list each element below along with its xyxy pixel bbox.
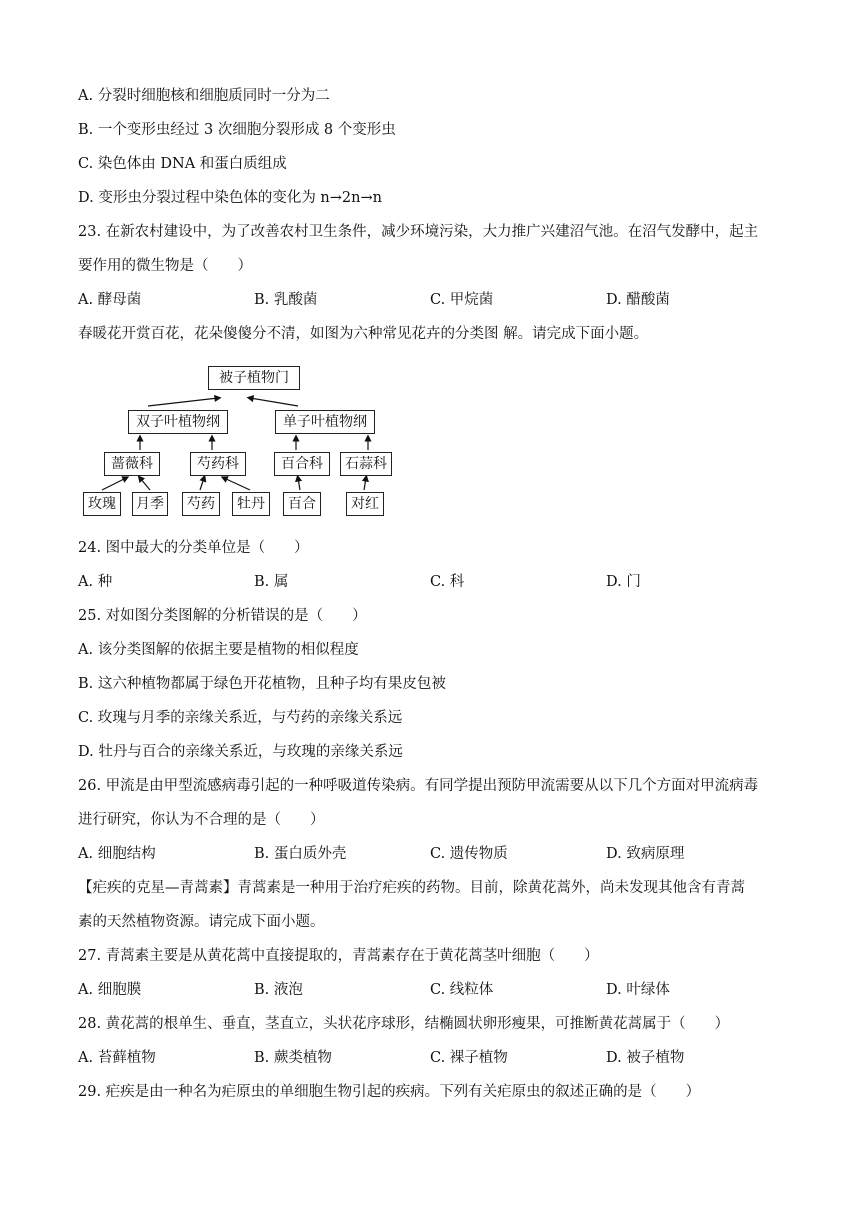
q24-option-a: A. 种 <box>78 574 113 590</box>
q28-option-a: A. 苔藓植物 <box>78 1050 156 1066</box>
q25-option-a: A. 该分类图解的依据主要是植物的相似程度 <box>78 642 359 658</box>
q24-option-d: D. 门 <box>606 574 641 590</box>
q25-option-c: C. 玫瑰与月季的亲缘关系近，与芍药的亲缘关系远 <box>78 710 403 726</box>
flowers-intro: 春暖花开赏百花，花朵傻傻分不清，如图为六种常见花卉的分类图 解。请完成下面小题。 <box>78 326 649 342</box>
node-class-monocot: 单子叶植物纲 <box>275 410 375 434</box>
q23-option-d: D. 醋酸菌 <box>606 292 670 308</box>
q22-option-b: B. 一个变形虫经过 3 次细胞分裂形成 8 个变形虫 <box>78 122 396 138</box>
q23-stem-line2: 要作用的微生物是（ ） <box>78 258 252 274</box>
q28-option-c: C. 裸子植物 <box>430 1050 508 1066</box>
malaria-intro-line1: 【疟疾的克星—青蒿素】青蒿素是一种用于治疗疟疾的药物。目前，除黄花蒿外，尚未发现其他含有青蒿 <box>78 880 745 896</box>
q22-option-c: C. 染色体由 DNA 和蛋白质组成 <box>78 156 287 172</box>
node-phylum: 被子植物门 <box>208 366 300 390</box>
q26-stem-line2: 进行研究，你认为不合理的是（ ） <box>78 812 325 828</box>
q25-option-d: D. 牡丹与百合的亲缘关系近，与玫瑰的亲缘关系远 <box>78 744 403 760</box>
q23-option-b: B. 乳酸菌 <box>254 292 318 308</box>
q23-option-a: A. 酵母菌 <box>78 292 142 308</box>
malaria-intro-line2: 素的天然植物资源。请完成下面小题。 <box>78 914 325 930</box>
node-family-lily: 百合科 <box>274 452 330 476</box>
node-species: 玫瑰 <box>83 492 121 516</box>
q25-stem: 25. 对如图分类图解的分析错误的是（ ） <box>78 608 367 624</box>
q27-stem: 27. 青蒿素主要是从黄花蒿中直接提取的，青蒿素存在于黄花蒿茎叶细胞（ ） <box>78 948 599 964</box>
q26-option-d: D. 致病原理 <box>606 846 685 862</box>
q23-option-c: C. 甲烷菌 <box>430 292 494 308</box>
q23-stem-line1: 23. 在新农村建设中，为了改善农村卫生条件，减少环境污染，大力推广兴建沼气池。在沼气发酵中，起主 <box>78 224 759 240</box>
q26-option-a: A. 细胞结构 <box>78 846 156 862</box>
q26-option-b: B. 蛋白质外壳 <box>254 846 347 862</box>
q24-option-c: C. 科 <box>430 574 465 590</box>
node-species: 百合 <box>283 492 321 516</box>
node-species: 对红 <box>346 492 384 516</box>
q26-stem-line1: 26. 甲流是由甲型流感病毒引起的一种呼吸道传染病。有同学提出预防甲流需要从以下几个方面对甲流病毒 <box>78 778 759 794</box>
node-family-amaryllis: 石蒜科 <box>340 452 392 476</box>
q27-option-a: A. 细胞膜 <box>78 982 142 998</box>
node-species: 月季 <box>132 492 168 516</box>
node-species: 芍药 <box>182 492 220 516</box>
q27-option-b: B. 液泡 <box>254 982 303 998</box>
node-species: 牡丹 <box>232 492 270 516</box>
q28-option-d: D. 被子植物 <box>606 1050 685 1066</box>
q27-option-d: D. 叶绿体 <box>606 982 670 998</box>
q27-option-c: C. 线粒体 <box>430 982 494 998</box>
classification-diagram <box>78 362 398 522</box>
q22-option-a: A. 分裂时细胞核和细胞质同时一分为二 <box>78 88 330 104</box>
q28-option-b: B. 蕨类植物 <box>254 1050 332 1066</box>
node-family-peony: 芍药科 <box>190 452 246 476</box>
q28-stem: 28. 黄花蒿的根单生、垂直，茎直立，头状花序球形，结椭圆状卵形瘦果，可推断黄花蒿属于（ ） <box>78 1016 730 1032</box>
q26-option-c: C. 遗传物质 <box>430 846 508 862</box>
q24-stem: 24. 图中最大的分类单位是（ ） <box>78 540 309 556</box>
q22-option-d: D. 变形虫分裂过程中染色体的变化为 n→2n→n <box>78 190 382 206</box>
q24-option-b: B. 属 <box>254 574 289 590</box>
q25-option-b: B. 这六种植物都属于绿色开花植物，且种子均有果皮包被 <box>78 676 446 692</box>
q29-stem: 29. 疟疾是由一种名为疟原虫的单细胞生物引起的疾病。下列有关疟原虫的叙述正确的是（ ） <box>78 1084 701 1100</box>
node-class-dicot: 双子叶植物纲 <box>128 410 228 434</box>
node-family-rose: 蔷薇科 <box>104 452 160 476</box>
